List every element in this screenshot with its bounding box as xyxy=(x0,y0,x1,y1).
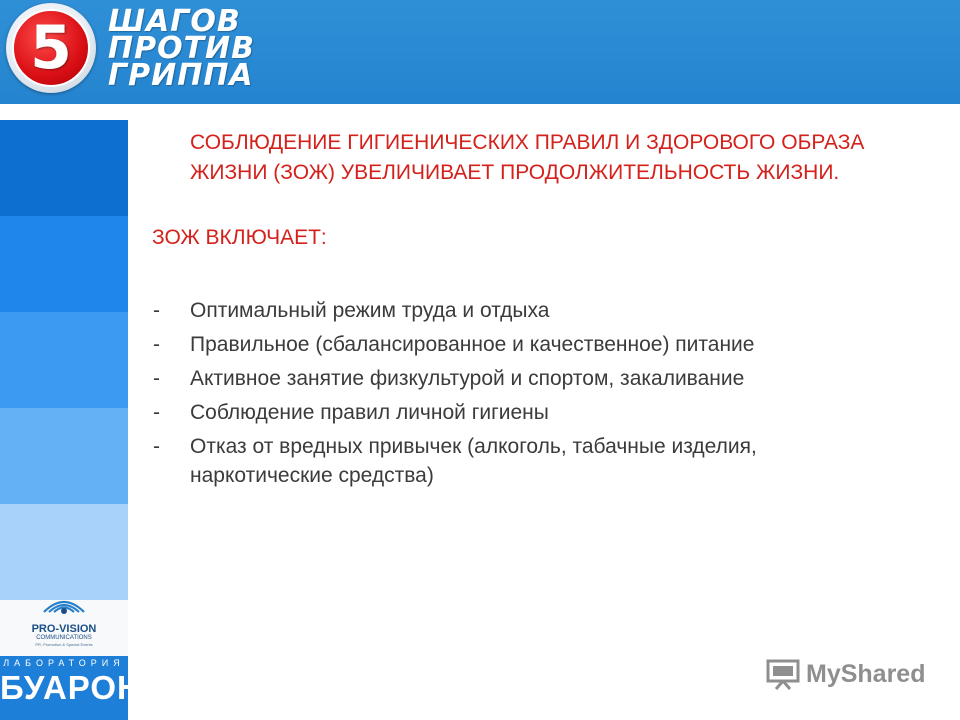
list-item-text: Правильное (сбалансированное и качественное) питание xyxy=(190,333,755,356)
color-stripe xyxy=(0,120,128,216)
list-item xyxy=(152,330,892,359)
list-item-text: Соблюдение правил личной гигиены xyxy=(190,401,549,424)
list-item-text: Оптимальный режим труда и отдыха xyxy=(190,299,550,322)
title-line-3: ГРИППА xyxy=(108,58,254,93)
bullet-dash: - xyxy=(153,401,160,424)
banner-title xyxy=(108,4,256,93)
section-heading: ЗОЖ ВКЛЮЧАЕТ: xyxy=(152,226,327,249)
provision-sub: COMMUNICATIONS xyxy=(36,635,92,641)
title-line-1: ШАГОВ xyxy=(108,4,241,39)
lab-main-text: БУАРОН xyxy=(0,669,142,706)
intro-text: СОБЛЮДЕНИЕ ГИГИЕНИЧЕСКИХ ПРАВИЛ И ЗДОРОВОГО ОБРАЗА ЖИЗНИ (ЗОЖ) УВЕЛИЧИВАЕТ ПРОДОЛЖИТЕЛЬНОСТЬ ЖИЗНИ. xyxy=(190,131,865,184)
list-item xyxy=(152,398,892,427)
boiron-lab-logo xyxy=(0,656,142,720)
color-stripe xyxy=(0,504,128,600)
bullet-dash: - xyxy=(153,367,160,390)
color-stripe xyxy=(0,408,128,504)
color-stripe xyxy=(0,216,128,312)
badge-number: 5 xyxy=(30,13,72,83)
header-banner xyxy=(0,0,960,104)
list-item xyxy=(152,296,892,325)
list-item-text: Активное занятие физкультурой и спортом, закаливание xyxy=(190,367,745,390)
title-line-2: ПРОТИВ xyxy=(108,31,256,66)
healthy-lifestyle-list xyxy=(152,296,892,495)
provision-logo xyxy=(18,596,110,652)
color-stripe xyxy=(0,312,128,408)
provision-name: PRO-VISION xyxy=(31,623,97,635)
myshared-watermark[interactable] xyxy=(766,656,925,692)
provision-tagline: PR, Promotion & Special Events xyxy=(35,642,93,647)
lab-top-text: ЛАБОРАТОРИЯ xyxy=(3,658,125,668)
bullet-dash: - xyxy=(153,299,160,322)
eye-icon xyxy=(42,596,86,618)
bullet-dash: - xyxy=(153,333,160,356)
watermark-text: MyShared xyxy=(806,659,926,688)
presentation-screen-icon xyxy=(766,658,800,690)
list-item xyxy=(152,432,892,490)
list-item xyxy=(152,364,892,393)
bullet-dash: - xyxy=(153,435,160,458)
list-item-text: Отказ от вредных привычек (алкоголь, табачные изделия, наркотические средства) xyxy=(190,435,757,487)
